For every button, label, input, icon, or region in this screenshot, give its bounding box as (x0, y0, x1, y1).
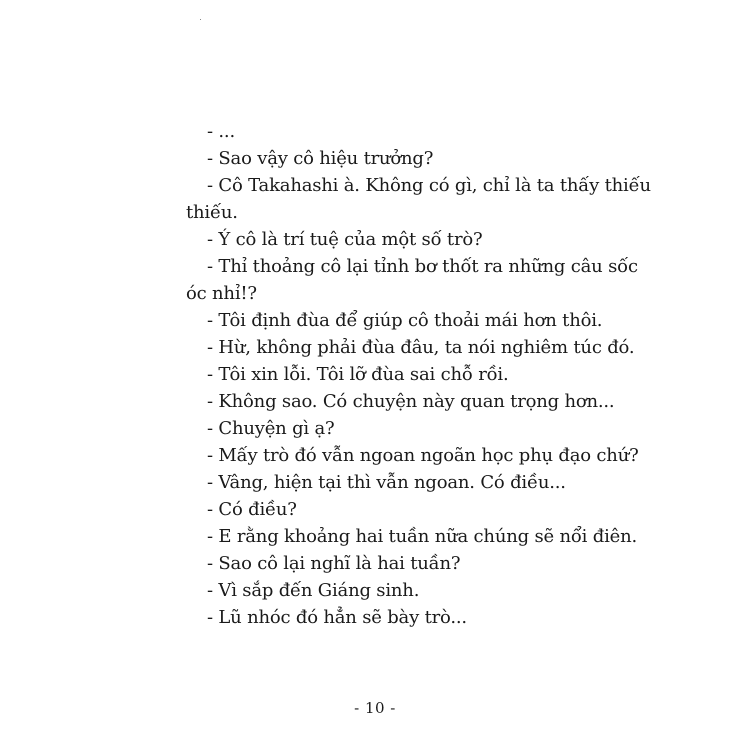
dialogue-line: - Không sao. Có chuyện này quan trọng hơn... (207, 391, 615, 412)
scan-speck (200, 19, 201, 20)
dialogue-line: - Sao vậy cô hiệu trưởng? (207, 148, 434, 169)
dialogue-line: - Tôi xin lỗi. Tôi lỡ đùa sai chỗ rồi. (207, 364, 509, 385)
dialogue-line: - Hừ, không phải đùa đâu, ta nói nghiêm túc đó. (207, 337, 635, 358)
dialogue-line: - ... (207, 121, 235, 142)
dialogue-line: - Cô Takahashi à. Không có gì, chỉ là ta thấy thiếu (207, 175, 651, 196)
dialogue-line: - Thỉ thoảng cô lại tỉnh bơ thốt ra những câu sốc (207, 256, 638, 277)
dialogue-line: - Mấy trò đó vẫn ngoan ngoãn học phụ đạo chứ? (207, 445, 639, 466)
dialogue-line: - Vâng, hiện tại thì vẫn ngoan. Có điều... (207, 472, 566, 493)
dialogue-line: - Tôi định đùa để giúp cô thoải mái hơn thôi. (207, 310, 603, 331)
dialogue-line: - Có điều? (207, 499, 297, 520)
dialogue-line-continuation: thiếu. (186, 202, 238, 223)
dialogue-line: - Sao cô lại nghĩ là hai tuần? (207, 553, 461, 574)
dialogue-line: - Lũ nhóc đó hẳn sẽ bày trò... (207, 607, 467, 628)
dialogue-line: - E rằng khoảng hai tuần nữa chúng sẽ nổi điên. (207, 526, 638, 547)
dialogue-text-block (186, 118, 651, 631)
dialogue-line-continuation: óc nhỉ!? (186, 283, 257, 304)
dialogue-line: - Chuyện gì ạ? (207, 418, 335, 439)
dialogue-line: - Ý cô là trí tuệ của một số trò? (207, 229, 483, 250)
page-number: - 10 - (354, 699, 396, 717)
dialogue-line: - Vì sắp đến Giáng sinh. (207, 580, 420, 601)
